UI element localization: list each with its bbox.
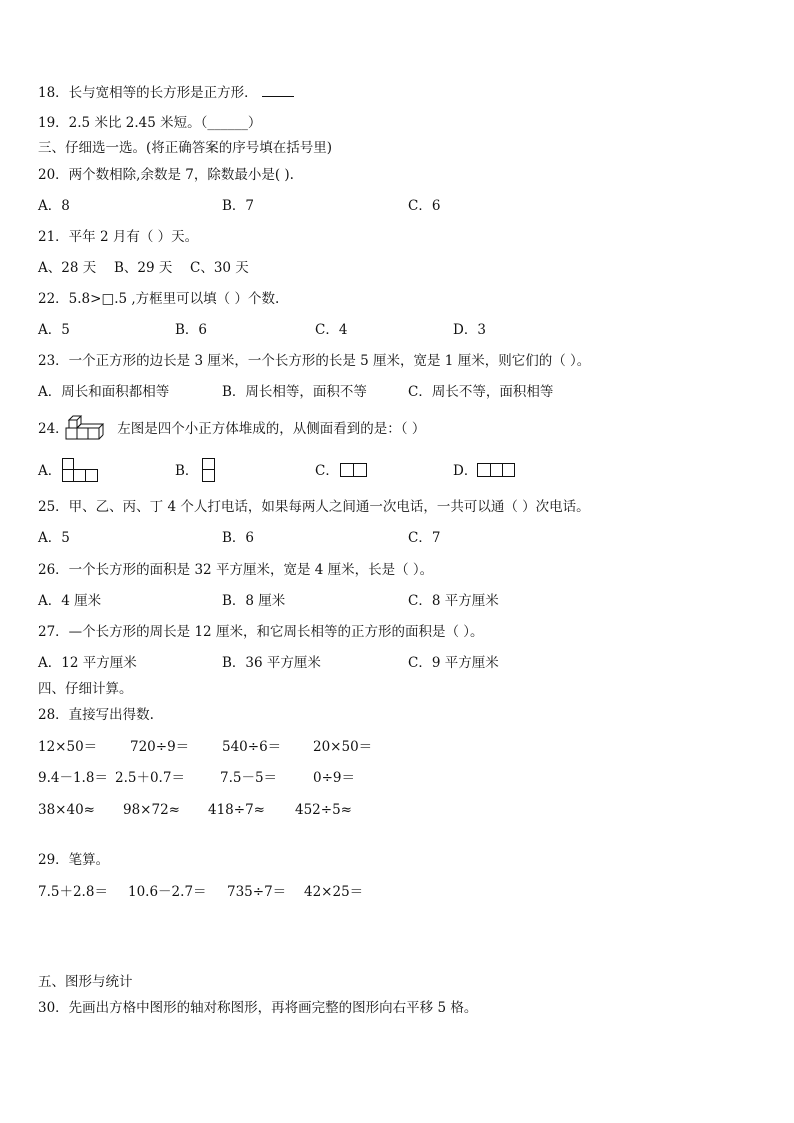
q20-option-a[interactable]: A．8 <box>38 198 70 214</box>
question-29: 29．笔算。 <box>38 852 110 868</box>
written-calc-item: 7.5＋2.8＝ <box>38 884 108 900</box>
calc-item: 418÷7≈ <box>208 802 265 818</box>
calc-item: 9.4－1.8＝ <box>38 770 108 786</box>
calc-item: 98×72≈ <box>123 802 180 818</box>
q23-option-b[interactable]: B．周长相等，面积不等 <box>222 384 367 400</box>
q27-option-b[interactable]: B．36 平方厘米 <box>222 655 321 671</box>
q24-option-a-figure <box>62 458 98 482</box>
q20-option-c[interactable]: C．6 <box>408 198 441 214</box>
q25-option-a[interactable]: A．5 <box>38 530 70 546</box>
question-24-text: 左图是四个小正方体堆成的，从侧面看到的是：（ ） <box>117 421 426 437</box>
q24-option-b[interactable] <box>175 462 198 480</box>
q25-option-b[interactable]: B．6 <box>222 530 255 546</box>
q21-option-b[interactable]: B、29 天 <box>114 260 173 276</box>
calc-item: 7.5－5＝ <box>220 770 278 786</box>
q24-option-c-figure <box>340 463 366 477</box>
q22-option-c[interactable]: C．4 <box>315 322 348 338</box>
q22-option-b[interactable]: B．6 <box>175 322 208 338</box>
q25-option-c[interactable]: C．7 <box>408 530 441 546</box>
question-21: 21．平年 2 月有（ ）天。 <box>38 229 199 245</box>
calc-item: 0÷9＝ <box>313 770 355 786</box>
q24-option-d-figure <box>477 463 515 477</box>
q23-option-c[interactable]: C．周长不等，面积相等 <box>408 384 554 400</box>
q26-option-c[interactable]: C．8 平方厘米 <box>408 593 499 609</box>
question-18 <box>38 83 294 102</box>
written-calc-item: 42×25＝ <box>304 884 364 900</box>
q22-option-d[interactable]: D．3 <box>453 322 486 338</box>
q24-option-a-label: A． <box>38 463 62 479</box>
written-calc-item: 735÷7＝ <box>227 884 287 900</box>
question-24-number: 24． <box>38 421 69 437</box>
calc-item: 2.5＋0.7＝ <box>115 770 185 786</box>
section-3-title: 三、仔细选一选。(将正确答案的序号填在括号里) <box>38 140 333 156</box>
q26-option-b[interactable]: B．8 厘米 <box>222 593 286 609</box>
stacked-cubes-icon <box>65 414 105 442</box>
written-calc-item: 10.6－2.7＝ <box>128 884 207 900</box>
question-20: 20．两个数相除,余数是 7，除数最小是( ). <box>38 167 294 183</box>
question-26: 26．一个长方形的面积是 32 平方厘米，宽是 4 厘米，长是（ ）。 <box>38 562 434 578</box>
calc-item: 20×50＝ <box>313 739 373 755</box>
section-4-title: 四、仔细计算。 <box>38 681 133 697</box>
question-23: 23．一个正方形的边长是 3 厘米，一个长方形的长是 5 厘米，宽是 1 厘米，则它们的（ ）。 <box>38 353 591 369</box>
calc-item: 452÷5≈ <box>295 802 352 818</box>
calc-item: 12×50＝ <box>38 739 98 755</box>
q24-option-d[interactable] <box>453 462 477 480</box>
question-27: 27．—个长方形的周长是 12 厘米，和它周长相等的正方形的面积是（ ）。 <box>38 624 484 640</box>
question-19: 19．2.5 米比 2.45 米短。（______） <box>38 115 262 131</box>
question-25: 25．甲、乙、丙、丁 4 个人打电话，如果每两人之间通一次电话，一共可以通（ ）次电话。 <box>38 499 590 515</box>
q21-option-a[interactable]: A、28 天 <box>38 260 97 276</box>
q26-option-a[interactable]: A．4 厘米 <box>38 593 102 609</box>
calc-item: 38×40≈ <box>38 802 95 818</box>
question-22: 22．5.8>□.5 ,方框里可以填（ ）个数. <box>38 291 280 307</box>
q24-option-b-label: B． <box>175 463 199 479</box>
answer-blank[interactable] <box>262 83 294 97</box>
q20-option-b[interactable]: B．7 <box>222 198 255 214</box>
q24-option-c[interactable] <box>315 462 339 480</box>
q21-option-c[interactable]: C、30 天 <box>190 260 249 276</box>
q27-option-a[interactable]: A．12 平方厘米 <box>38 655 137 671</box>
q24-option-b-figure <box>202 458 215 482</box>
q27-option-c[interactable]: C．9 平方厘米 <box>408 655 499 671</box>
q22-option-a[interactable]: A．5 <box>38 322 70 338</box>
question-28: 28．直接写出得数. <box>38 707 154 723</box>
q24-option-d-label: D． <box>453 463 478 479</box>
question-18-text: 18．长与宽相等的长方形是正方形． <box>38 85 258 101</box>
section-5-title: 五、图形与统计 <box>38 974 133 990</box>
question-30: 30．先画出方格中图形的轴对称图形，再将画完整的图形向右平移 5 格。 <box>38 1000 478 1016</box>
calc-item: 720÷9＝ <box>130 739 190 755</box>
q23-option-a[interactable]: A．周长和面积都相等 <box>38 384 170 400</box>
q24-option-a[interactable] <box>38 462 61 480</box>
q24-option-c-label: C． <box>315 463 339 479</box>
calc-item: 540÷6＝ <box>222 739 282 755</box>
